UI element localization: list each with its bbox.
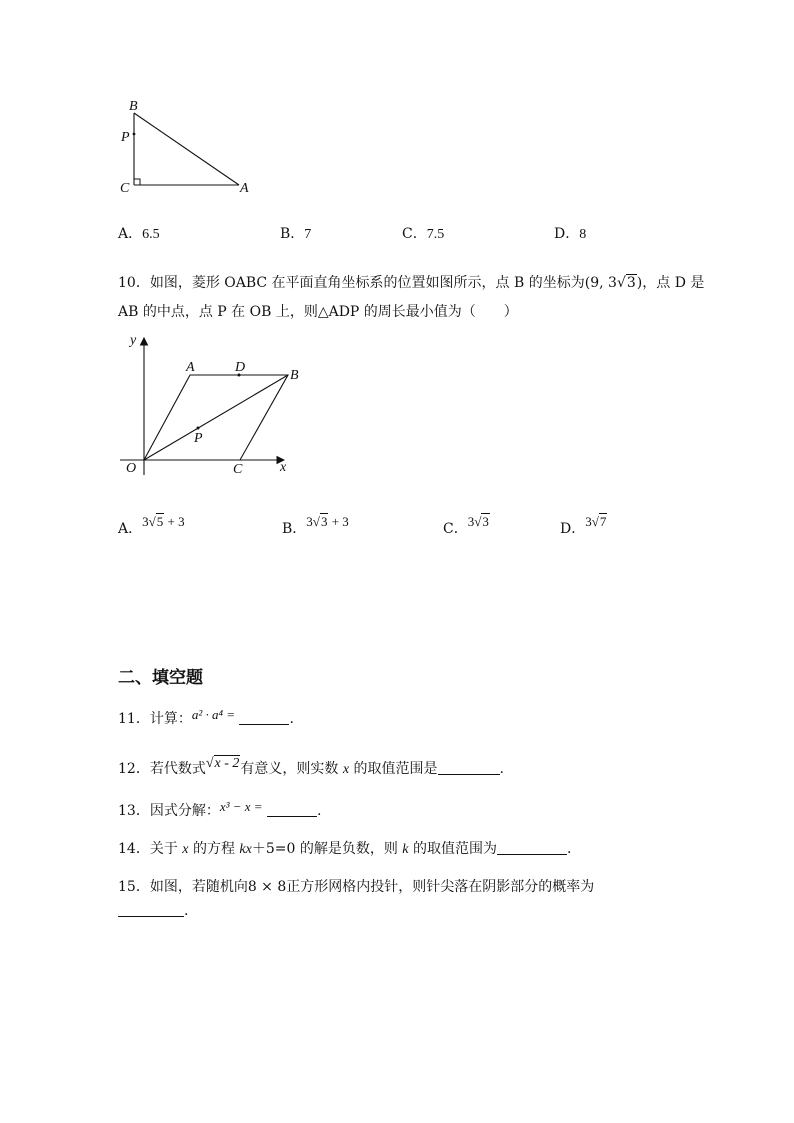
q10-stem-line1: 10．如图，菱形 OABC 在平面直角坐标系的位置如图所示，点 B 的坐标为(9, 3√3)，点 D 是	[118, 275, 705, 291]
vertex-label-c: C	[120, 181, 130, 196]
question-14: 14．关于 x 的方程 kx＋5=0 的解是负数，则 k 的取值范围为 .	[118, 841, 572, 857]
question-11: 11．计算：a² · a⁴ = .	[118, 707, 294, 727]
q10-option-c: C．3√3	[443, 514, 489, 537]
triangle-figure	[112, 95, 262, 200]
rhombus-coordinate-figure	[112, 330, 312, 480]
q9-option-c: C．7.5	[402, 226, 445, 242]
answer-blank[interactable]	[438, 760, 500, 775]
q10-option-a: A．3√5 + 3	[118, 514, 185, 537]
section-heading: 二、填空题	[118, 668, 203, 688]
question-15: 15．如图，若随机向8 × 8正方形网格内投针，则针尖落在阴影部分的概率为	[118, 879, 595, 895]
answer-blank[interactable]	[497, 840, 567, 855]
vertex-label-a: A	[186, 360, 195, 375]
answer-blank[interactable]	[267, 802, 317, 817]
answer-blank[interactable]	[118, 902, 184, 917]
axis-label-y: y	[130, 333, 137, 348]
point-label-p: P	[121, 130, 130, 145]
q9-option-b: B．7	[280, 226, 312, 242]
q10-option-d: D．3√7	[560, 514, 607, 537]
question-13: 13．因式分解：x³ − x = .	[118, 799, 322, 819]
q9-option-d: D．8	[554, 226, 587, 242]
axis-label-x: x	[280, 460, 287, 475]
vertex-label-b: B	[290, 368, 299, 383]
origin-label-o: O	[126, 461, 137, 476]
point-label-d: D	[235, 360, 246, 375]
vertex-label-c: C	[233, 462, 243, 477]
question-12: 12．若代数式√x - 2有意义，则实数 x 的取值范围是 .	[118, 756, 504, 777]
vertex-label-a: A	[240, 181, 249, 196]
q9-option-a: A．6.5	[118, 226, 160, 242]
q10-option-b: B．3√3 + 3	[282, 514, 349, 537]
answer-blank[interactable]	[239, 710, 289, 725]
question-15-answer-line: .	[118, 902, 188, 920]
vertex-label-b: B	[129, 99, 138, 114]
point-label-p: P	[194, 431, 203, 446]
q10-stem-line2: AB 的中点，点 P 在 OB 上，则△ADP 的周长最小值为（ ）	[118, 304, 518, 320]
